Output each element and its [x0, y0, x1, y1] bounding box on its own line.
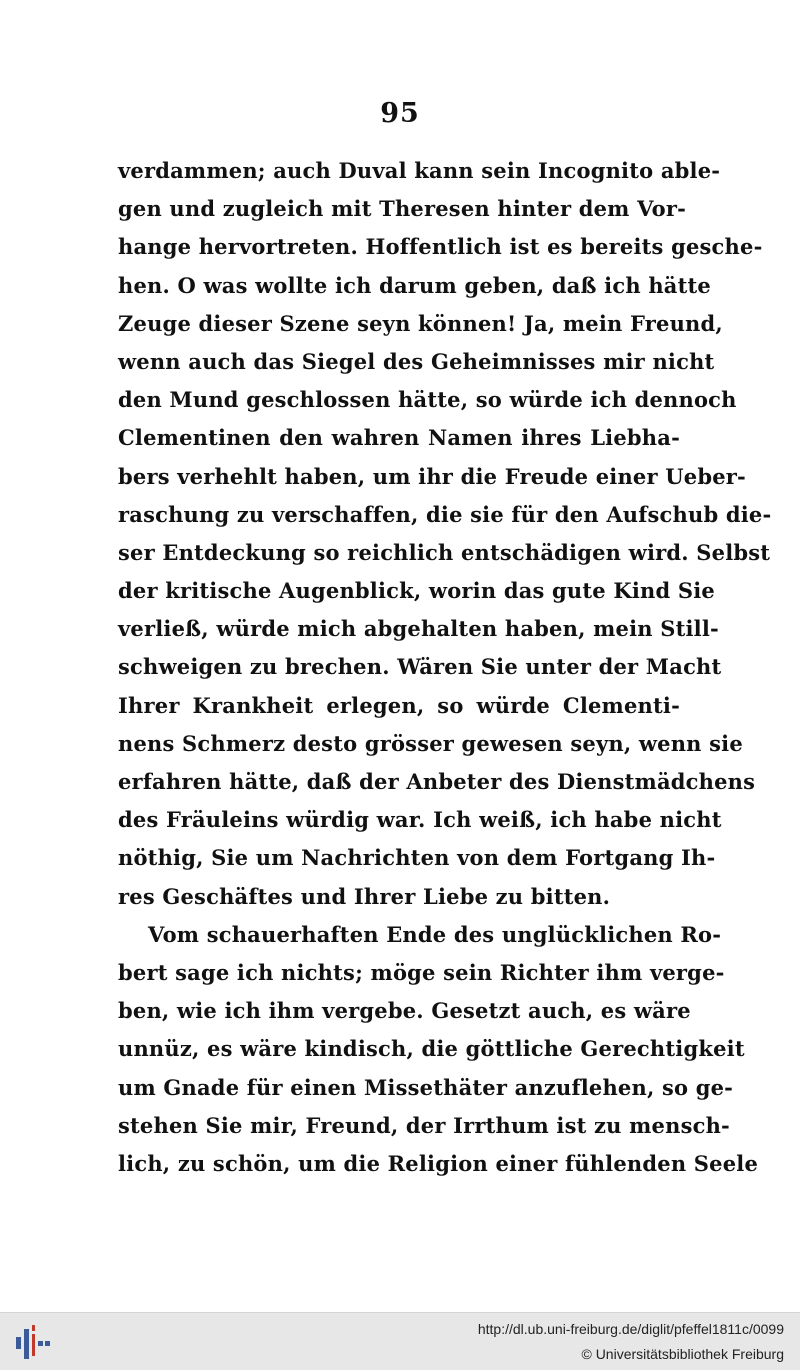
- text-line: bers verhehlt haben, um ihr die Freude einer Ueber-: [118, 463, 746, 489]
- text-line: schweigen zu brechen. Wären Sie unter der Macht: [118, 654, 722, 680]
- paragraph-last-line: res Geschäftes und Ihrer Liebe zu bitten.: [118, 883, 611, 909]
- text-line: verließ, würde mich abgehalten haben, mein Still-: [118, 616, 719, 642]
- text-line: gen und zugleich mit Theresen hinter dem Vor-: [118, 196, 687, 222]
- text-line: Zeuge dieser Szene seyn können! Ja, mein Freund,: [118, 310, 723, 336]
- text-line: nens Schmerz desto grösser gewesen seyn, wenn sie: [118, 730, 743, 756]
- text-line: lich, zu schön, um die Religion einer fühlenden Seele: [118, 1150, 759, 1176]
- ub-freiburg-logo-icon[interactable]: [14, 1323, 50, 1361]
- footer-copyright: © Universitätsbibliothek Freiburg: [581, 1346, 784, 1362]
- text-line: wenn auch das Siegel des Geheimnisses mir nicht: [118, 348, 715, 374]
- text-line: unnüz, es wäre kindisch, die göttliche Gerechtigkeit: [118, 1036, 745, 1062]
- text-line: Ihrer Krankheit erlegen, so würde Clementi-: [118, 692, 680, 718]
- text-line: hen. O was wollte ich darum geben, daß ich hätte: [118, 272, 711, 298]
- paragraph-first-line: Vom schauerhaften Ende des unglücklichen Ro-: [148, 921, 722, 947]
- footer-bar: [0, 1312, 800, 1370]
- text-line: nöthig, Sie um Nachrichten von dem Fortgang Ih-: [118, 845, 716, 871]
- footer-url-link[interactable]: http://dl.ub.uni-freiburg.de/diglit/pfeffel1811c/0099: [477, 1321, 784, 1337]
- text-line: der kritische Augenblick, worin das gute Kind Sie: [118, 578, 715, 604]
- text-line: des Fräuleins würdig war. Ich weiß, ich habe nicht: [118, 807, 722, 833]
- text-line: verdammen; auch Duval kann sein Incognito able-: [118, 158, 721, 183]
- text-line: ser Entdeckung so reichlich entschädigen wird. Selbst: [118, 539, 771, 565]
- text-line: erfahren hätte, daß der Anbeter des Dienstmädchens: [118, 769, 756, 794]
- text-line: den Mund geschlossen hätte, so würde ich dennoch: [118, 387, 737, 413]
- text-line: raschung zu verschaffen, die sie für den Aufschub die-: [118, 501, 772, 527]
- text-line: ben, wie ich ihm vergebe. Gesetzt auch, es wäre: [118, 998, 691, 1024]
- text-line: um Gnade für einen Missethäter anzuflehen, so ge-: [118, 1074, 734, 1100]
- text-line: hange hervortreten. Hoffentlich ist es bereits gesche-: [118, 234, 763, 260]
- text-line: Clementinen den wahren Namen ihres Liebha-: [118, 425, 680, 451]
- text-line: bert sage ich nichts; möge sein Richter ihm verge-: [118, 959, 725, 985]
- page-number: 95: [380, 98, 420, 129]
- text-line: stehen Sie mir, Freund, der Irrthum ist zu mensch-: [118, 1112, 730, 1138]
- text-block: [118, 152, 772, 1183]
